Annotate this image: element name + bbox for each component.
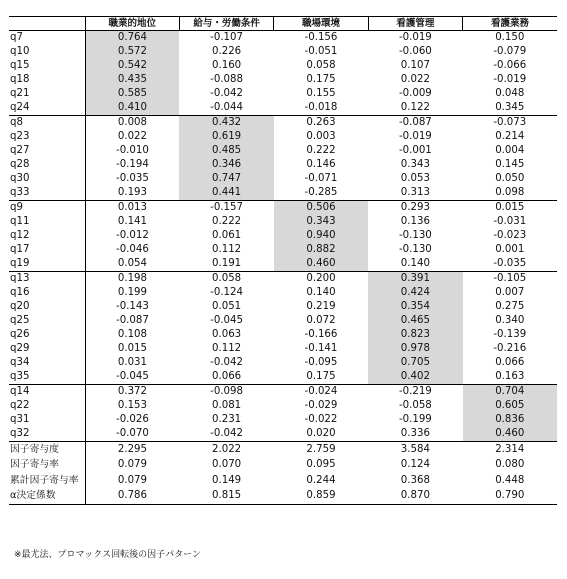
stats-label: α決定係数 [9,488,85,504]
loading-cell: -0.139 [493,329,527,340]
item-label: q24 [9,101,85,116]
stats-cell: 0.790 [463,488,557,504]
loading-cell: 0.020 [274,427,368,442]
loading-cell: 0.122 [368,101,462,116]
stats-cell: 0.815 [179,488,273,504]
stats-cell: 0.079 [117,474,148,486]
loading-cell: 0.098 [463,186,557,201]
loading-cell: -0.060 [398,46,432,57]
stats-label: 因子寄与率 [9,457,85,472]
loading-cell: -0.001 [398,145,432,156]
loading-cell: -0.071 [304,173,338,184]
header-row [9,17,557,31]
loading-cell: 0.222 [212,216,242,227]
loading-cell: -0.019 [493,74,527,85]
item-label: q18 [9,73,85,87]
loading-cell: 0.140 [306,287,336,298]
loading-cell: -0.042 [210,88,243,99]
table-row [9,370,557,385]
loading-cell-highlighted: 0.705 [368,356,462,370]
table-row [9,328,557,342]
loading-cell: -0.058 [398,400,432,411]
loading-cell: 0.072 [306,315,336,326]
loading-cell: 0.340 [495,315,525,326]
item-label: q22 [9,399,85,413]
loading-cell: -0.024 [304,386,338,397]
loading-cell: -0.035 [116,173,149,184]
table-row [9,413,557,427]
loading-cell: -0.035 [463,257,557,272]
footnote: ※最尤法、プロマックス回転後の因子パターン [14,550,201,560]
loading-cell: -0.042 [210,357,243,368]
loading-cell-highlighted: 0.346 [179,158,273,172]
item-label: q25 [9,314,85,328]
table-row [9,427,557,442]
item-label: q28 [9,158,85,172]
header-factor-3: 職場環境 [274,17,368,31]
item-label: q20 [9,300,85,314]
stats-cell: 0.786 [85,488,179,504]
stats-cell: 0.095 [306,459,336,471]
loading-cell: 0.112 [212,244,242,255]
loading-cell: 0.219 [306,301,336,312]
header-factor-1: 職業的地位 [85,17,179,31]
loading-cell: -0.045 [210,315,243,326]
loading-cell: 0.231 [212,414,242,425]
loading-cell: 0.199 [117,287,148,298]
loading-cell: -0.042 [179,427,273,442]
loading-cell-highlighted: 0.343 [274,215,368,229]
loading-cell: -0.031 [493,216,527,227]
loading-cell-highlighted: 0.506 [274,201,368,216]
loading-cell: -0.105 [493,273,527,284]
loading-cell: -0.046 [116,244,149,255]
loading-cell-highlighted: 0.747 [179,172,273,186]
loading-cell: -0.130 [398,244,432,255]
loading-cell: 0.048 [495,88,525,99]
loading-cell: -0.051 [304,46,338,57]
loading-cell: -0.088 [210,74,243,85]
table-row [9,101,557,116]
loading-cell-highlighted: 0.460 [274,257,368,272]
loading-cell: -0.107 [210,32,243,43]
stats-row [9,488,557,504]
loading-cell: 0.175 [306,74,336,85]
table-row [9,186,557,201]
loading-cell-highlighted: 0.978 [368,342,462,356]
table-row [9,300,557,314]
loading-cell: 0.372 [117,386,148,397]
loading-cell: -0.087 [116,315,149,326]
loading-cell: 0.345 [463,101,557,116]
loading-cell-highlighted: 0.402 [368,370,462,385]
loading-cell-highlighted: 0.764 [85,31,179,46]
item-label: q7 [9,31,85,46]
item-label: q30 [9,172,85,186]
loading-cell-highlighted: 0.823 [368,328,462,342]
loading-cell-highlighted: 0.619 [179,130,273,144]
loading-cell: -0.166 [304,329,338,340]
item-label: q32 [9,427,85,442]
table-row [9,399,557,413]
loading-cell: 0.155 [306,88,336,99]
loading-cell: -0.199 [398,414,432,425]
loading-cell-highlighted: 0.465 [368,314,462,328]
loading-cell: -0.026 [116,414,149,425]
stats-cell: 0.870 [368,488,462,504]
loading-cell-highlighted: 0.836 [463,413,557,427]
item-label: q17 [9,243,85,257]
loading-cell: -0.019 [398,32,432,43]
table-row [9,201,557,216]
stats-cell: 0.149 [212,474,242,486]
stats-cell: 0.448 [495,474,525,486]
item-label: q11 [9,215,85,229]
factor-loading-table [9,16,557,505]
loading-cell-highlighted: 0.542 [85,59,179,73]
loading-cell: 0.293 [400,202,430,213]
table-row [9,356,557,370]
stats-row [9,457,557,472]
factor-loading-table-container [9,16,557,505]
loading-cell: -0.009 [398,88,432,99]
loading-cell: -0.285 [274,186,368,201]
table-row [9,73,557,87]
loading-cell: -0.124 [210,287,243,298]
loading-cell: 0.015 [495,202,525,213]
loading-cell-highlighted: 0.354 [368,300,462,314]
item-label: q15 [9,59,85,73]
stats-cell: 2.022 [212,444,242,455]
table-row [9,130,557,144]
loading-cell: -0.087 [398,117,432,128]
loading-cell: -0.029 [304,400,338,411]
loading-cell: 0.198 [117,273,148,284]
table-body [9,31,557,505]
loading-cell: 0.193 [85,186,179,201]
stats-cell: 0.244 [306,474,336,486]
loading-cell: 0.214 [495,131,525,142]
table-row [9,158,557,172]
item-label: q13 [9,272,85,287]
loading-cell: -0.130 [398,230,432,241]
table-row [9,172,557,186]
loading-cell: 0.222 [306,145,336,156]
loading-cell: 0.140 [368,257,462,272]
header-corner [9,17,85,31]
loading-cell: -0.022 [304,414,338,425]
loading-cell: 0.175 [274,370,368,385]
loading-cell: 0.053 [400,173,430,184]
header-factor-5: 看護業務 [463,17,557,31]
loading-cell: 0.141 [117,216,148,227]
loading-cell: 0.054 [85,257,179,272]
loading-cell: 0.050 [495,173,525,184]
loading-cell: 0.336 [368,427,462,442]
loading-cell: -0.095 [304,357,338,368]
loading-cell-highlighted: 0.424 [368,286,462,300]
table-row [9,342,557,356]
item-label: q8 [9,116,85,131]
loading-cell-highlighted: 0.585 [85,87,179,101]
item-label: q29 [9,342,85,356]
stats-row [9,442,557,458]
table-row [9,45,557,59]
loading-cell: 0.263 [306,117,336,128]
loading-cell-highlighted: 0.435 [85,73,179,87]
table-row [9,31,557,46]
loading-cell: 0.146 [306,159,336,170]
loading-cell: -0.070 [85,427,179,442]
loading-cell-highlighted: 0.441 [179,186,273,201]
stats-cell: 3.584 [400,444,430,455]
loading-cell-highlighted: 0.605 [463,399,557,413]
loading-cell: 0.163 [463,370,557,385]
loading-cell-highlighted: 0.391 [368,272,462,287]
stats-cell: 0.080 [495,459,525,471]
loading-cell: 0.112 [212,343,242,354]
item-label: q9 [9,201,85,216]
table-row [9,87,557,101]
loading-cell: 0.061 [212,230,242,241]
stats-cell: 0.070 [212,459,242,471]
item-label: q14 [9,385,85,400]
table-row [9,272,557,287]
loading-cell: 0.136 [400,216,430,227]
loading-cell: 0.058 [306,60,336,71]
stats-row [9,473,557,488]
item-label: q33 [9,186,85,201]
loading-cell-highlighted: 0.460 [463,427,557,442]
loading-cell: -0.023 [493,230,527,241]
table-row [9,215,557,229]
stats-cell: 0.368 [400,474,430,486]
stats-cell: 0.124 [400,459,430,471]
loading-cell: 0.200 [306,273,336,284]
loading-cell: -0.012 [116,230,149,241]
item-label: q23 [9,130,85,144]
loading-cell: -0.143 [116,301,149,312]
loading-cell: 0.153 [117,400,148,411]
loading-cell-highlighted: 0.882 [274,243,368,257]
loading-cell: 0.022 [400,74,430,85]
loading-cell: 0.004 [495,145,525,156]
loading-cell: 0.031 [117,357,148,368]
loading-cell: 0.191 [179,257,273,272]
stats-cell: 0.859 [274,488,368,504]
table-row [9,229,557,243]
loading-cell: 0.051 [212,301,242,312]
loading-cell: -0.194 [116,159,149,170]
item-label: q26 [9,328,85,342]
table-row [9,257,557,272]
item-label: q21 [9,87,85,101]
loading-cell: -0.010 [116,145,149,156]
loading-cell-highlighted: 0.410 [85,101,179,116]
loading-cell: -0.098 [210,386,243,397]
loading-cell: -0.044 [179,101,273,116]
stats-cell: 2.759 [306,444,336,455]
loading-cell: 0.150 [495,32,525,43]
loading-cell: 0.015 [117,343,148,354]
header-factor-2: 給与・労働条件 [179,17,273,31]
item-label: q19 [9,257,85,272]
loading-cell: 0.022 [117,131,148,142]
loading-cell: 0.066 [179,370,273,385]
table-row [9,286,557,300]
loading-cell: 0.343 [400,159,430,170]
item-label: q35 [9,370,85,385]
item-label: q34 [9,356,85,370]
loading-cell: -0.045 [85,370,179,385]
table-row [9,116,557,131]
table-row [9,243,557,257]
loading-cell: -0.141 [304,343,338,354]
loading-cell: 0.226 [212,46,242,57]
loading-cell-highlighted: 0.572 [85,45,179,59]
loading-cell: -0.216 [493,343,527,354]
table-row [9,385,557,400]
loading-cell: -0.066 [493,60,527,71]
loading-cell: -0.157 [210,202,243,213]
loading-cell: 0.003 [306,131,336,142]
loading-cell: -0.019 [398,131,432,142]
table-row [9,59,557,73]
loading-cell: -0.156 [304,32,338,43]
loading-cell: 0.160 [212,60,242,71]
loading-cell: -0.219 [398,386,432,397]
loading-cell: 0.107 [400,60,430,71]
loading-cell: 0.001 [495,244,525,255]
loading-cell: 0.145 [495,159,525,170]
item-label: q12 [9,229,85,243]
loading-cell-highlighted: 0.432 [179,116,273,131]
loading-cell: 0.081 [212,400,242,411]
loading-cell: 0.063 [212,329,242,340]
loading-cell-highlighted: 0.940 [274,229,368,243]
stats-label: 因子寄与度 [9,442,85,458]
loading-cell-highlighted: 0.704 [463,385,557,400]
item-label: q31 [9,413,85,427]
stats-label: 累計因子寄与率 [9,473,85,488]
loading-cell: -0.079 [493,46,527,57]
loading-cell: 0.275 [495,301,525,312]
stats-cell: 0.079 [117,459,148,471]
loading-cell: 0.013 [117,202,148,213]
item-label: q27 [9,144,85,158]
table-row [9,314,557,328]
loading-cell: 0.108 [117,329,148,340]
loading-cell: -0.018 [274,101,368,116]
loading-cell: 0.058 [212,273,242,284]
stats-cell: 2.314 [495,444,525,455]
loading-cell: 0.008 [117,117,148,128]
item-label: q10 [9,45,85,59]
header-factor-4: 看護管理 [368,17,462,31]
stats-cell: 2.295 [117,444,148,455]
loading-cell-highlighted: 0.485 [179,144,273,158]
item-label: q16 [9,286,85,300]
loading-cell: 0.007 [495,287,525,298]
table-row [9,144,557,158]
loading-cell: -0.073 [493,117,527,128]
loading-cell: 0.313 [368,186,462,201]
loading-cell: 0.066 [495,357,525,368]
